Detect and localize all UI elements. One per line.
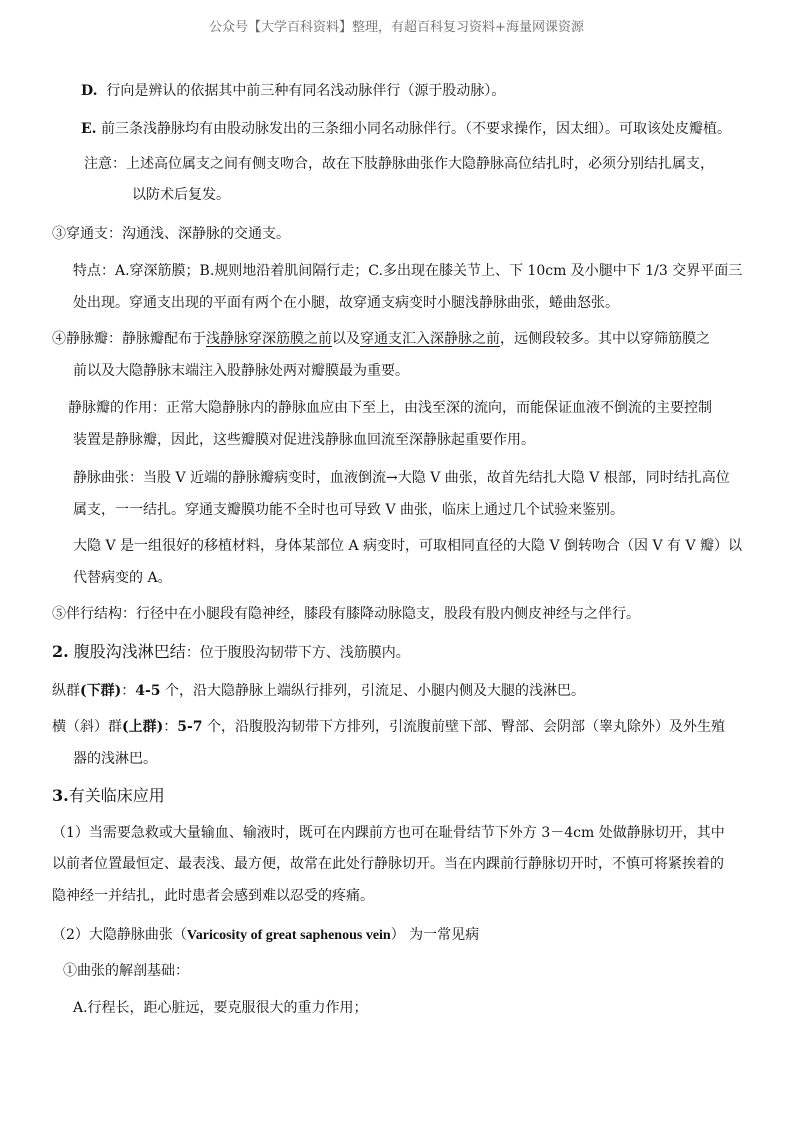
paragraph-line: 以前者位置最恒定、最表浅、最方便，故常在此处行静脉切开。当在内踝前行静脉切开时，不慎可将紧挨着的	[52, 856, 724, 872]
line-text: ：	[163, 719, 178, 735]
page-header: 公众号【大学百科资料】整理，有超百科复习资料+海量网课资源	[209, 20, 584, 35]
bold-text: (下群)	[80, 683, 122, 699]
section-title: 腹股沟浅淋巴结	[73, 642, 186, 661]
section-heading	[52, 644, 410, 660]
paragraph-line	[52, 928, 479, 943]
line-text: ：位于腹股沟韧带下方、浅筋膜内。	[185, 645, 410, 661]
paragraph-line: （1）当需要急救或大量输血、输液时，既可在内踝前方也可在耻骨结节下外方 3－4cm 处做静脉切开，其中	[52, 825, 725, 841]
line-text: 行向是辨认的依据其中前三种有同名浅动脉伴行（源于股动脉）。	[106, 83, 506, 99]
item-label: E.	[81, 121, 97, 137]
paragraph-line	[52, 720, 725, 734]
paragraph-line: 大隐 V 是一组很好的移植材料，身体某部位 A 病变时，可取相同直径的大隐 V 倒转吻合（因 V 有 V 瓣）以	[73, 538, 743, 554]
paragraph-line: 代替病变的 A。	[73, 570, 172, 586]
line-text: ） 为一常见病	[390, 927, 480, 943]
item-label: D.	[81, 83, 98, 99]
paragraph-line: 隐神经一并结扎，此时患者会感到难以忍受的疼痛。	[52, 888, 374, 904]
paragraph-line: ①曲张的解剖基础：	[63, 963, 189, 979]
paragraph-line: ⑤伴行结构：行径中在小腿段有隐神经，膝段有膝降动脉隐支，股段有股内侧皮神经与之伴行。	[52, 606, 640, 622]
underlined-text: 穿通支汇入深静脉之前	[360, 331, 500, 347]
bold-text: 5-7	[177, 719, 203, 735]
paragraph-line: 装置是静脉瓣，因此，这些瓣膜对促进浅静脉血回流至深静脉起重要作用。	[73, 432, 535, 448]
section-number: 2.	[52, 642, 69, 661]
line-text: （2）大隐静脉曲张（	[52, 927, 187, 943]
paragraph-line: 以防术后复发。	[132, 187, 230, 203]
line-text: 个，沿腹股沟韧带下方排列，引流腹前壁下部、臀部、会阴部（睾丸除外）及外生殖	[202, 719, 725, 735]
paragraph-line: 特点：A.穿深筋膜；B.规则地沿着肌间隔行走；C.多出现在膝关节上、下 10cm 及小腿中下 1/3 交界平面三	[73, 263, 743, 279]
paragraph-line: 前以及大隐静脉末端注入股静脉处两对瓣膜最为重要。	[73, 363, 409, 379]
paragraph-line: 属支，一一结扎。穿通支瓣膜功能不全时也可导致 V 曲张，临床上通过几个试验来鉴别。	[73, 502, 625, 518]
section-heading	[52, 788, 165, 804]
paragraph-line	[81, 84, 505, 98]
english-term: Varicosity of great saphenous vein	[186, 928, 391, 943]
paragraph-line: 处出现。穿通支出现的平面有两个在小腿，故穿通支病变时小腿浅静脉曲张，蜷曲怒张。	[73, 295, 619, 311]
line-text: ④静脉瓣：静脉瓣配布于	[52, 331, 206, 347]
section-number: 3.	[52, 786, 69, 805]
line-text: 横（斜）群	[52, 719, 122, 735]
line-text: ，远侧段较多。其中以穿筛筋膜之	[500, 331, 710, 347]
bold-text: (上群)	[122, 719, 164, 735]
line-text: 个，沿大隐静脉上端纵行排列，引流足、小腿内侧及大腿的浅淋巴。	[160, 683, 585, 699]
section-title: 有关临床应用	[68, 786, 165, 805]
paragraph-line: 静脉曲张：当股 V 近端的静脉瓣病变时，血液倒流→大隐 V 曲张，故首先结扎大隐 V 根部，同时结扎高位	[73, 470, 730, 486]
line-text: 纵群	[52, 683, 80, 699]
paragraph-line: 静脉瓣的作用：正常大隐静脉内的静脉血应由下至上，由浅至深的流向，而能保证血液不倒流的主要控制	[68, 400, 712, 416]
bold-text: 4-5	[135, 683, 161, 699]
line-text: ：	[121, 683, 136, 699]
paragraph-line: A.行程长，距心脏远，要克服很大的重力作用；	[73, 1000, 368, 1016]
paragraph-line: ③穿通支：沟通浅、深静脉的交通支。	[52, 226, 290, 242]
paragraph-line: 注意：上述高位属支之间有侧支吻合，故在下肢静脉曲张作大隐静脉高位结扎时，必须分别结扎属支，	[84, 156, 714, 172]
paragraph-line	[81, 122, 731, 136]
paragraph-line	[52, 684, 585, 698]
line-text: 前三条浅静脉均有由股动脉发出的三条细小同名动脉伴行。（不要求操作，因太细）。可取该处皮瓣植。	[101, 121, 731, 137]
underlined-text: 浅静脉穿深筋膜之前	[206, 331, 332, 347]
paragraph-line	[52, 332, 710, 346]
line-text: 以及	[332, 331, 360, 347]
paragraph-line: 器的浅淋巴。	[73, 751, 157, 767]
